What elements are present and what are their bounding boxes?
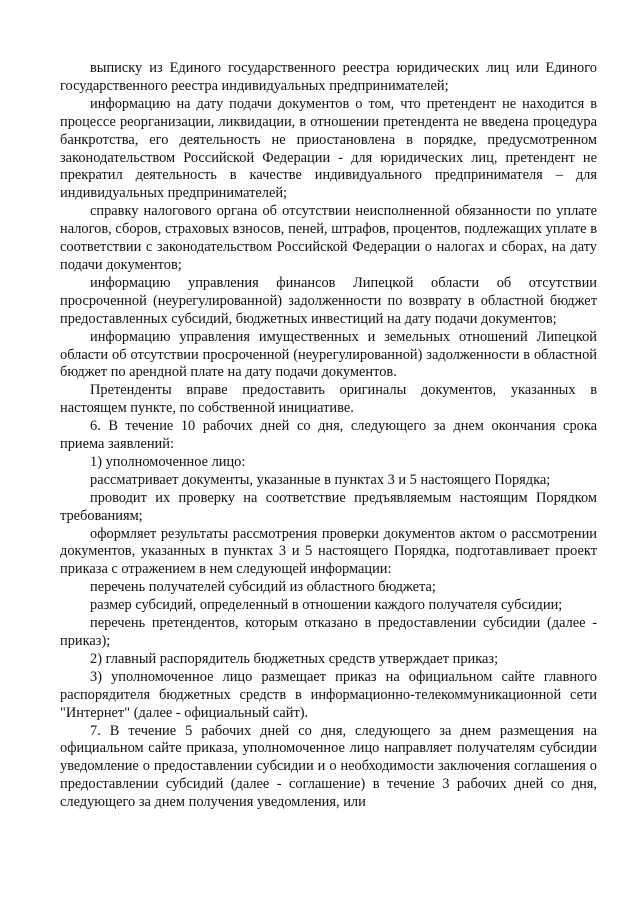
paragraph: информацию на дату подачи документов о том, что претендент не находится в процессе реорганизации, ликвидации, в отношении претендента не введена процедура банкротства, его деятельность не приостановлена в порядке, предусмотренном законодательством Российской Федерации - для юридических лиц, претендент не прекратил деятельность в качестве индивидуального предпринимателя – для индивидуальных предпринимателей; <box>60 95 597 202</box>
paragraph: 1) уполномоченное лицо: <box>90 453 246 470</box>
paragraph: 7. В течение 5 рабочих дней со дня, следующего за днем размещения на официальном сайте приказа, уполномоченное лицо направляет получателям субсидии уведомление о предоставлении субсидии и о необходимости заключения соглашения о предоставлении субсидий (далее - соглашение) в течение 3 рабочих дней со дня, следующего за днем получения уведомления, или <box>60 722 597 811</box>
paragraph: 6. В течение 10 рабочих дней со дня, следующего за днем окончания срока приема заявлений: <box>60 418 597 453</box>
paragraph: справку налогового органа об отсутствии неисполненной обязанности по уплате налогов, сборов, страховых взносов, пеней, штрафов, процентов, подлежащих уплате в соответствии с законодательством Российской Федерации о налогах и сборах, на дату подачи документов; <box>60 203 597 273</box>
paragraph: перечень претендентов, которым отказано в предоставлении субсидии (далее - приказ); <box>60 615 597 649</box>
paragraph: Претенденты вправе предоставить оригиналы документов, указанных в настоящем пункте, по собственной инициативе. <box>60 382 597 417</box>
paragraph: информацию управления финансов Липецкой области об отсутствии просроченной (неурегулированной) задолженности по возврату в областной бюджет предоставленных субсидий, бюджетных инвестиций на дату подачи документов; <box>60 274 597 327</box>
paragraph: рассматривает документы, указанные в пунктах 3 и 5 настоящего Порядка; <box>90 471 551 488</box>
paragraph: проводит их проверку на соответствие предъявляемым настоящим Порядком требованиям; <box>60 489 597 524</box>
paragraph: перечень получателей субсидий из областного бюджета; <box>90 579 436 596</box>
paragraph: 2) главный распорядитель бюджетных средств утверждает приказ; <box>90 650 499 667</box>
paragraph: выписку из Единого государственного реестра юридических лиц или Единого государственного реестра индивидуальных предпринимателей; <box>60 60 597 94</box>
paragraph: 3) уполномоченное лицо размещает приказ на официальном сайте главного распорядителя бюджетных средств в информационно-телекоммуникационной сети "Интернет" (далее - официальный сайт). <box>60 668 597 721</box>
paragraph: оформляет результаты рассмотрения проверки документов актом о рассмотрении документов, указанных в пунктах 3 и 5 настоящего Порядка, подготавливает проект приказа с отражением в нем следующей информации: <box>60 525 597 578</box>
document-body <box>60 60 597 812</box>
paragraph: размер субсидий, определенный в отношении каждого получателя субсидии; <box>90 597 563 614</box>
paragraph: информацию управления имущественных и земельных отношений Липецкой области об отсутствии просроченной (неурегулированной) задолженности в областной бюджет по арендной плате на дату подачи документов. <box>60 328 597 381</box>
